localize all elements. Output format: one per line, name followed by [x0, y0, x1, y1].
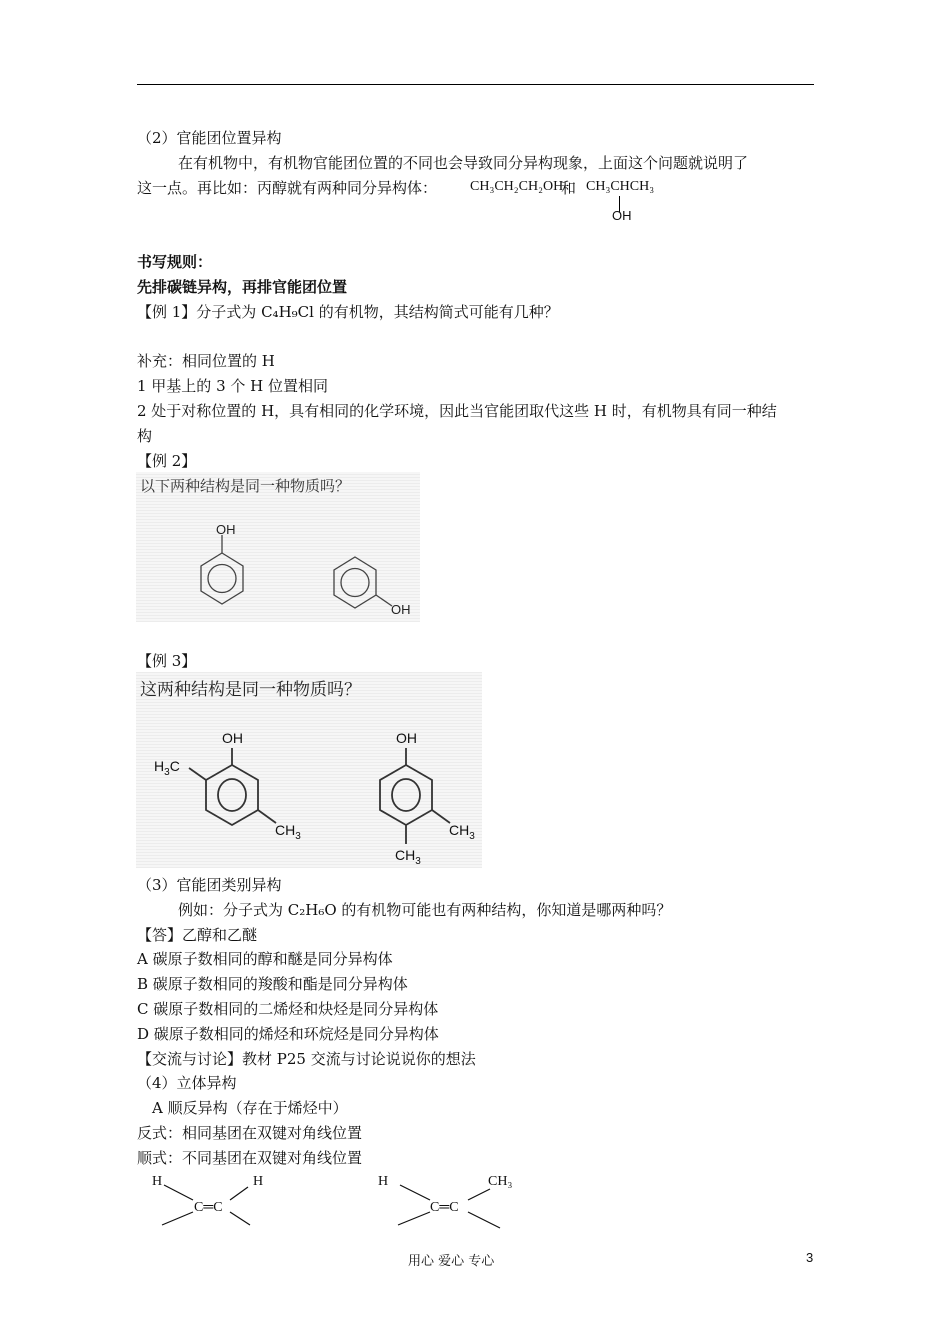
aromatic-circle-right: [392, 779, 420, 811]
bond: [162, 1212, 193, 1225]
atom-label: H: [378, 1174, 389, 1189]
rules-text: 先排碳链异构，再排官能团位置: [137, 278, 348, 296]
cresol-structures: [136, 672, 482, 868]
conjunction: 和: [561, 179, 577, 197]
supplement: 补充：相同位置的 H: [137, 352, 275, 370]
option-d: D 碳原子数相同的烯烃和环烷烃是同分异构体: [137, 1025, 439, 1043]
atom-label: CH₃: [488, 1174, 513, 1189]
example-2-figure: [136, 472, 420, 622]
bond: [398, 1212, 430, 1225]
phenol-structures: [136, 472, 420, 622]
definition-trans: 反式：相同基团在双键对角线位置: [137, 1124, 363, 1142]
bond: [468, 1212, 500, 1228]
benzene-ring-left: [206, 765, 258, 825]
bond: [230, 1212, 250, 1225]
example-2-label: 【例 2】: [137, 452, 197, 470]
benzene-ring-right: [334, 557, 376, 608]
oh-label: OH: [396, 730, 417, 746]
methyl-label: $CH_3$: [395, 847, 421, 867]
bond-methyl-right-a: [432, 810, 450, 823]
bond-oh-right: [376, 595, 392, 606]
paragraph: 在有机物中，有机物官能团位置的不同也会导致同分异构现象，上面这个问题就说明了: [178, 154, 749, 172]
methyl-label: $H_3C$: [154, 758, 180, 778]
double-bond: C═C: [194, 1200, 223, 1215]
supplement-item-2: 2 处于对称位置的 H，具有相同的化学环境，因此当官能团取代这些 H 时，有机物具有同一种结: [137, 402, 777, 420]
supplement-item-2-cont: 构: [137, 427, 153, 445]
methyl-label: $CH_3$: [275, 822, 301, 842]
oh-label: OH: [391, 602, 411, 617]
methyl-label: $CH_3$: [449, 822, 475, 842]
oh-label: OH: [222, 730, 243, 746]
section-heading: （2）官能团位置异构: [137, 129, 282, 147]
hydroxyl-label: OH: [612, 208, 632, 223]
supplement-item-1: 1 甲基上的 3 个 H 位置相同: [137, 377, 329, 395]
section-heading: （4）立体异构: [137, 1074, 237, 1092]
answer: 【答】乙醇和乙醚: [137, 926, 258, 944]
footer-motto: 用心 爱心 专心: [408, 1254, 495, 1269]
formula-propanol-2: CH₃CHCH₃: [586, 179, 655, 194]
option-a: A 碳原子数相同的醇和醚是同分异构体: [137, 950, 393, 968]
aromatic-circle-right: [341, 569, 369, 597]
bond-methyl-left-a: [189, 768, 206, 780]
benzene-ring-right: [380, 765, 432, 825]
benzene-ring-left: [201, 553, 243, 604]
figure-question: 这两种结构是同一种物质吗？: [140, 680, 361, 699]
section-heading: （3）官能团类别异构: [137, 876, 282, 894]
definition-cis: 顺式：不同基团在双键对角线位置: [137, 1149, 363, 1167]
atom-label: H: [152, 1174, 163, 1189]
bond: [400, 1185, 430, 1200]
rules-title: 书写规则：: [137, 253, 213, 271]
bond-methyl-left-b: [258, 810, 276, 823]
discussion: 【交流与讨论】教材 P25 交流与讨论说说你的想法: [137, 1050, 476, 1068]
paragraph: 这一点。再比如：丙醇就有两种同分异构体：: [137, 179, 438, 197]
bond: [164, 1185, 193, 1200]
example-1: 【例 1】分子式为 C₄H₉Cl 的有机物，其结构简式可能有几种？: [137, 303, 559, 321]
option-b: B 碳原子数相同的羧酸和酯是同分异构体: [137, 975, 408, 993]
aromatic-circle-left: [218, 779, 246, 811]
option-c: C 碳原子数相同的二烯烃和炔烃是同分异构体: [137, 1000, 439, 1018]
header-rule: [137, 84, 814, 85]
atom-label: H: [253, 1174, 264, 1189]
paragraph: 例如：分子式为 C₂H₆O 的有机物可能也有两种结构，你知道是哪两种吗？: [178, 901, 672, 919]
bond: [468, 1189, 490, 1200]
formula-propanol-1: CH₃CH₂CH₂OH: [470, 179, 564, 194]
oh-label: OH: [216, 522, 236, 537]
aromatic-circle-left: [208, 565, 236, 593]
bond: [230, 1187, 248, 1200]
page-number: 3: [806, 1250, 814, 1265]
double-bond: C═C: [430, 1200, 459, 1215]
figure-question: 以下两种结构是同一种物质吗？: [140, 478, 351, 495]
subheading: A 顺反异构（存在于烯烃中）: [152, 1099, 348, 1117]
example-3-figure: [136, 672, 482, 868]
example-3-label: 【例 3】: [137, 652, 197, 670]
